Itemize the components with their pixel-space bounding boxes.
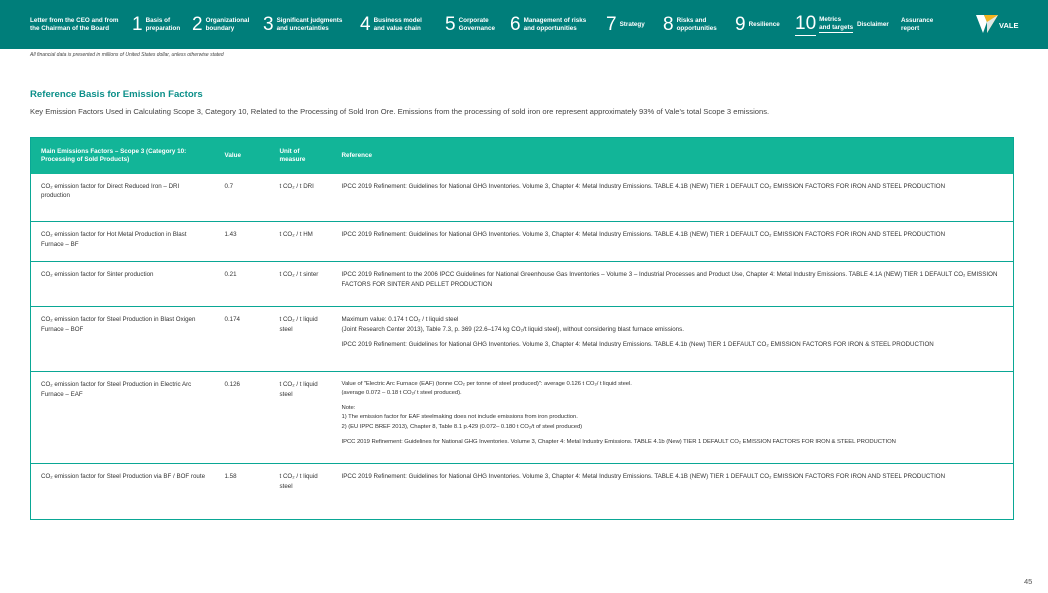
nav-item-number: 4 <box>360 14 371 35</box>
cell-value: 0.126 <box>215 372 270 464</box>
emission-factors-table <box>30 137 1014 520</box>
table-row <box>31 262 1014 307</box>
reference-text: IPCC 2019 Refinement: Guidelines for National GHG Inventories. Volume 3, Chapter 4: Metal Industry Emissions. TABLE 4.1B (NEW) TIER 1 DEFAULT CO₂ EMISSION FACTORS FOR IRON AND STEEL PRODUCTION <box>341 473 946 480</box>
cell-reference <box>332 262 1014 307</box>
table-row <box>31 464 1014 520</box>
cell-unit: t CO₂ / t sinter <box>270 262 332 307</box>
cell-reference <box>332 372 1014 464</box>
reference-text: Value of "Electric Arc Furnace (EAF) (tonne CO₂ per tonne of steel produced)": average 0.126 t CO₂/ t liquid steel. (average 0.072 – 0.18 t CO₂/ t steel produced). <box>341 381 632 397</box>
table-row <box>31 222 1014 262</box>
cell-unit: t CO₂ / t liquid steel <box>270 307 332 372</box>
table-row <box>31 174 1014 222</box>
cell-factor: CO₂ emission factor for Hot Metal Production in Blast Furnace – BF <box>31 222 215 262</box>
nav-item-label: Disclaimer <box>857 20 889 28</box>
nav-item-metrics-and-targets[interactable] <box>795 0 853 49</box>
reference-text: Maximum value: 0.174 t CO₂ / t liquid steel (Joint Research Center 2013), Table 7.3, p. 369 (22.6–174 kg CO₂/t liquid steel), without considering blast furnace emissions. <box>341 316 684 333</box>
nav-item-ceo-letter[interactable] <box>30 0 119 49</box>
cell-value: 1.58 <box>224 473 237 480</box>
cell-reference <box>332 222 1014 262</box>
nav-item-number: 8 <box>663 14 674 35</box>
reference-text: IPCC 2019 Refinement to the 2006 IPCC Guidelines for National Greenhouse Gas Inventories – Volume 3 – Industrial Processes and Product Use, Chapter 4: Metal Industry Emissions. TABLE 4.1A (NEW) TIER 1 DEFAULT CO₂ EMISSION FACTORS FOR SINTER AND PELLET PRODUCTION <box>341 271 998 288</box>
reference-text: IPCC 2019 Refinement: Guidelines for National GHG Inventories. Volume 3, Chapter 4: Metal Industry Emissions. TABLE 4.1b (New) TIER 1 DEFAULT CO₂ EMISSION FACTORS FOR IRON & STEEL PRODUCTION <box>341 438 896 445</box>
nav-item-number: 1 <box>132 14 143 35</box>
header-reference: Reference <box>332 138 1014 174</box>
cell-unit: t CO₂ / t liquid steel <box>279 473 318 490</box>
nav-item-number: 6 <box>510 14 521 35</box>
nav-item-label: Business model and value chain <box>373 16 422 32</box>
nav-item-assurance-report[interactable] <box>901 0 933 49</box>
nav-item-label: Letter from the CEO and from the Chairman of the Board <box>30 16 119 32</box>
reference-note: Note: 1) The emission factor for EAF steelmaking does not include emissions from iron production. 2) (EU IPPC BREF 2013), Chapter 8, Table 8.1 p.429 (0.072– 0.180 t CO₂/t of steel produced) <box>341 405 583 430</box>
cell-unit: t CO₂ / t DRI <box>270 174 332 222</box>
nav-item-label: Significant judgments and uncertainties <box>276 16 343 32</box>
nav-item-label: Corporate Governance <box>458 16 495 32</box>
nav-item-basis-of-preparation[interactable] <box>132 0 180 49</box>
nav-item-strategy[interactable] <box>606 0 645 49</box>
nav-item-organizational-boundary[interactable] <box>192 0 249 49</box>
header-unit: Unit of measure <box>270 138 332 174</box>
reference-text: IPCC 2019 Refinement: Guidelines for National GHG Inventories. Volume 3, Chapter 4: Metal Industry Emissions. TABLE 4.1b (New) TIER 1 DEFAULT CO₂ EMISSION FACTORS FOR IRON & STEEL PRODUCTION <box>341 341 934 349</box>
nav-item-label: Resilience <box>748 20 780 28</box>
reference-text: IPCC 2019 Refinement: Guidelines for National GHG Inventories. Volume 3, Chapter 4: Metal Industry Emissions. TABLE 4.1B (NEW) TIER 1 DEFAULT CO₂ EMISSION FACTORS FOR IRON AND STEEL PRODUCTION <box>341 182 946 190</box>
cell-reference <box>332 174 1014 222</box>
cell-reference <box>332 307 1014 372</box>
nav-item-significant-judgments[interactable] <box>263 0 342 49</box>
cell-reference <box>332 464 1014 520</box>
nav-item-label: Management of risks and opportunities <box>523 16 587 32</box>
nav-item-number: 9 <box>735 14 746 35</box>
nav-item-number: 2 <box>192 14 203 35</box>
nav-item-number: 5 <box>445 14 456 35</box>
cell-factor: CO₂ emission factor for Steel Production in Electric Arc Furnace – EAF <box>31 372 215 464</box>
section-description: Key Emission Factors Used in Calculating Scope 3, Category 10, Related to the Processing of Sold Iron Ore. Emissions from the processing of sold iron ore represent approximately 93% of Vale's total Scope 3 emissions. <box>30 107 770 116</box>
cell-factor: CO₂ emission factor for Direct Reduced Iron – DRI production <box>31 174 215 222</box>
cell-factor: CO₂ emission factor for Steel Production in Blast Oxigen Furnace – BOF <box>31 307 215 372</box>
nav-item-label: Metrics and targets <box>819 16 853 34</box>
top-navigation <box>0 0 1048 49</box>
nav-item-risks-and-opportunities[interactable] <box>663 0 717 49</box>
cell-value: 0.174 <box>215 307 270 372</box>
cell-unit: t CO₂ / t HM <box>270 222 332 262</box>
cell-value: 0.7 <box>215 174 270 222</box>
nav-item-label: Assurance report <box>901 16 934 32</box>
vale-logo-text: VALE <box>999 21 1019 30</box>
nav-item-number: 10 <box>795 12 817 34</box>
nav-item-disclaimer[interactable] <box>857 0 889 49</box>
nav-item-corporate-governance[interactable] <box>445 0 495 49</box>
cell-factor: CO₂ emission factor for Steel Production via BF / BOF route <box>41 473 206 480</box>
vale-logo-icon <box>976 15 998 33</box>
table-header-row <box>31 138 1014 174</box>
header-factor: Main Emissions Factors – Scope 3 (Category 10: Processing of Sold Products) <box>31 138 215 174</box>
cell-value: 0.21 <box>215 262 270 307</box>
table-row <box>31 307 1014 372</box>
reference-text: IPCC 2019 Refinement: Guidelines for National GHG Inventories. Volume 3, Chapter 4: Metal Industry Emissions. TABLE 4.1B (NEW) TIER 1 DEFAULT CO₂ EMISSION FACTORS FOR IRON AND STEEL PRODUCTION <box>341 231 946 238</box>
vale-logo[interactable] <box>976 15 1018 33</box>
cell-unit: t CO₂ / t liquid steel <box>270 372 332 464</box>
table-row <box>31 372 1014 464</box>
nav-item-business-model[interactable] <box>360 0 422 49</box>
page-number: 45 <box>1024 577 1033 586</box>
cell-value: 1.43 <box>215 222 270 262</box>
nav-item-resilience[interactable] <box>735 0 780 49</box>
header-value: Value <box>215 138 270 174</box>
financial-data-note: All financial data is presented in millions of United States dollar, unless otherwise stated <box>30 52 224 58</box>
nav-item-label: Organizational boundary <box>205 16 250 32</box>
cell-factor: CO₂ emission factor for Sinter production <box>31 262 215 307</box>
nav-item-number: 7 <box>606 14 617 35</box>
section-title: Reference Basis for Emission Factors <box>30 89 203 100</box>
nav-item-label: Risks and opportunities <box>676 16 717 32</box>
nav-item-label: Basis of preparation <box>145 16 181 32</box>
nav-item-number: 3 <box>263 14 274 35</box>
nav-item-label: Strategy <box>619 20 645 28</box>
nav-item-management-of-risks[interactable] <box>510 0 586 49</box>
